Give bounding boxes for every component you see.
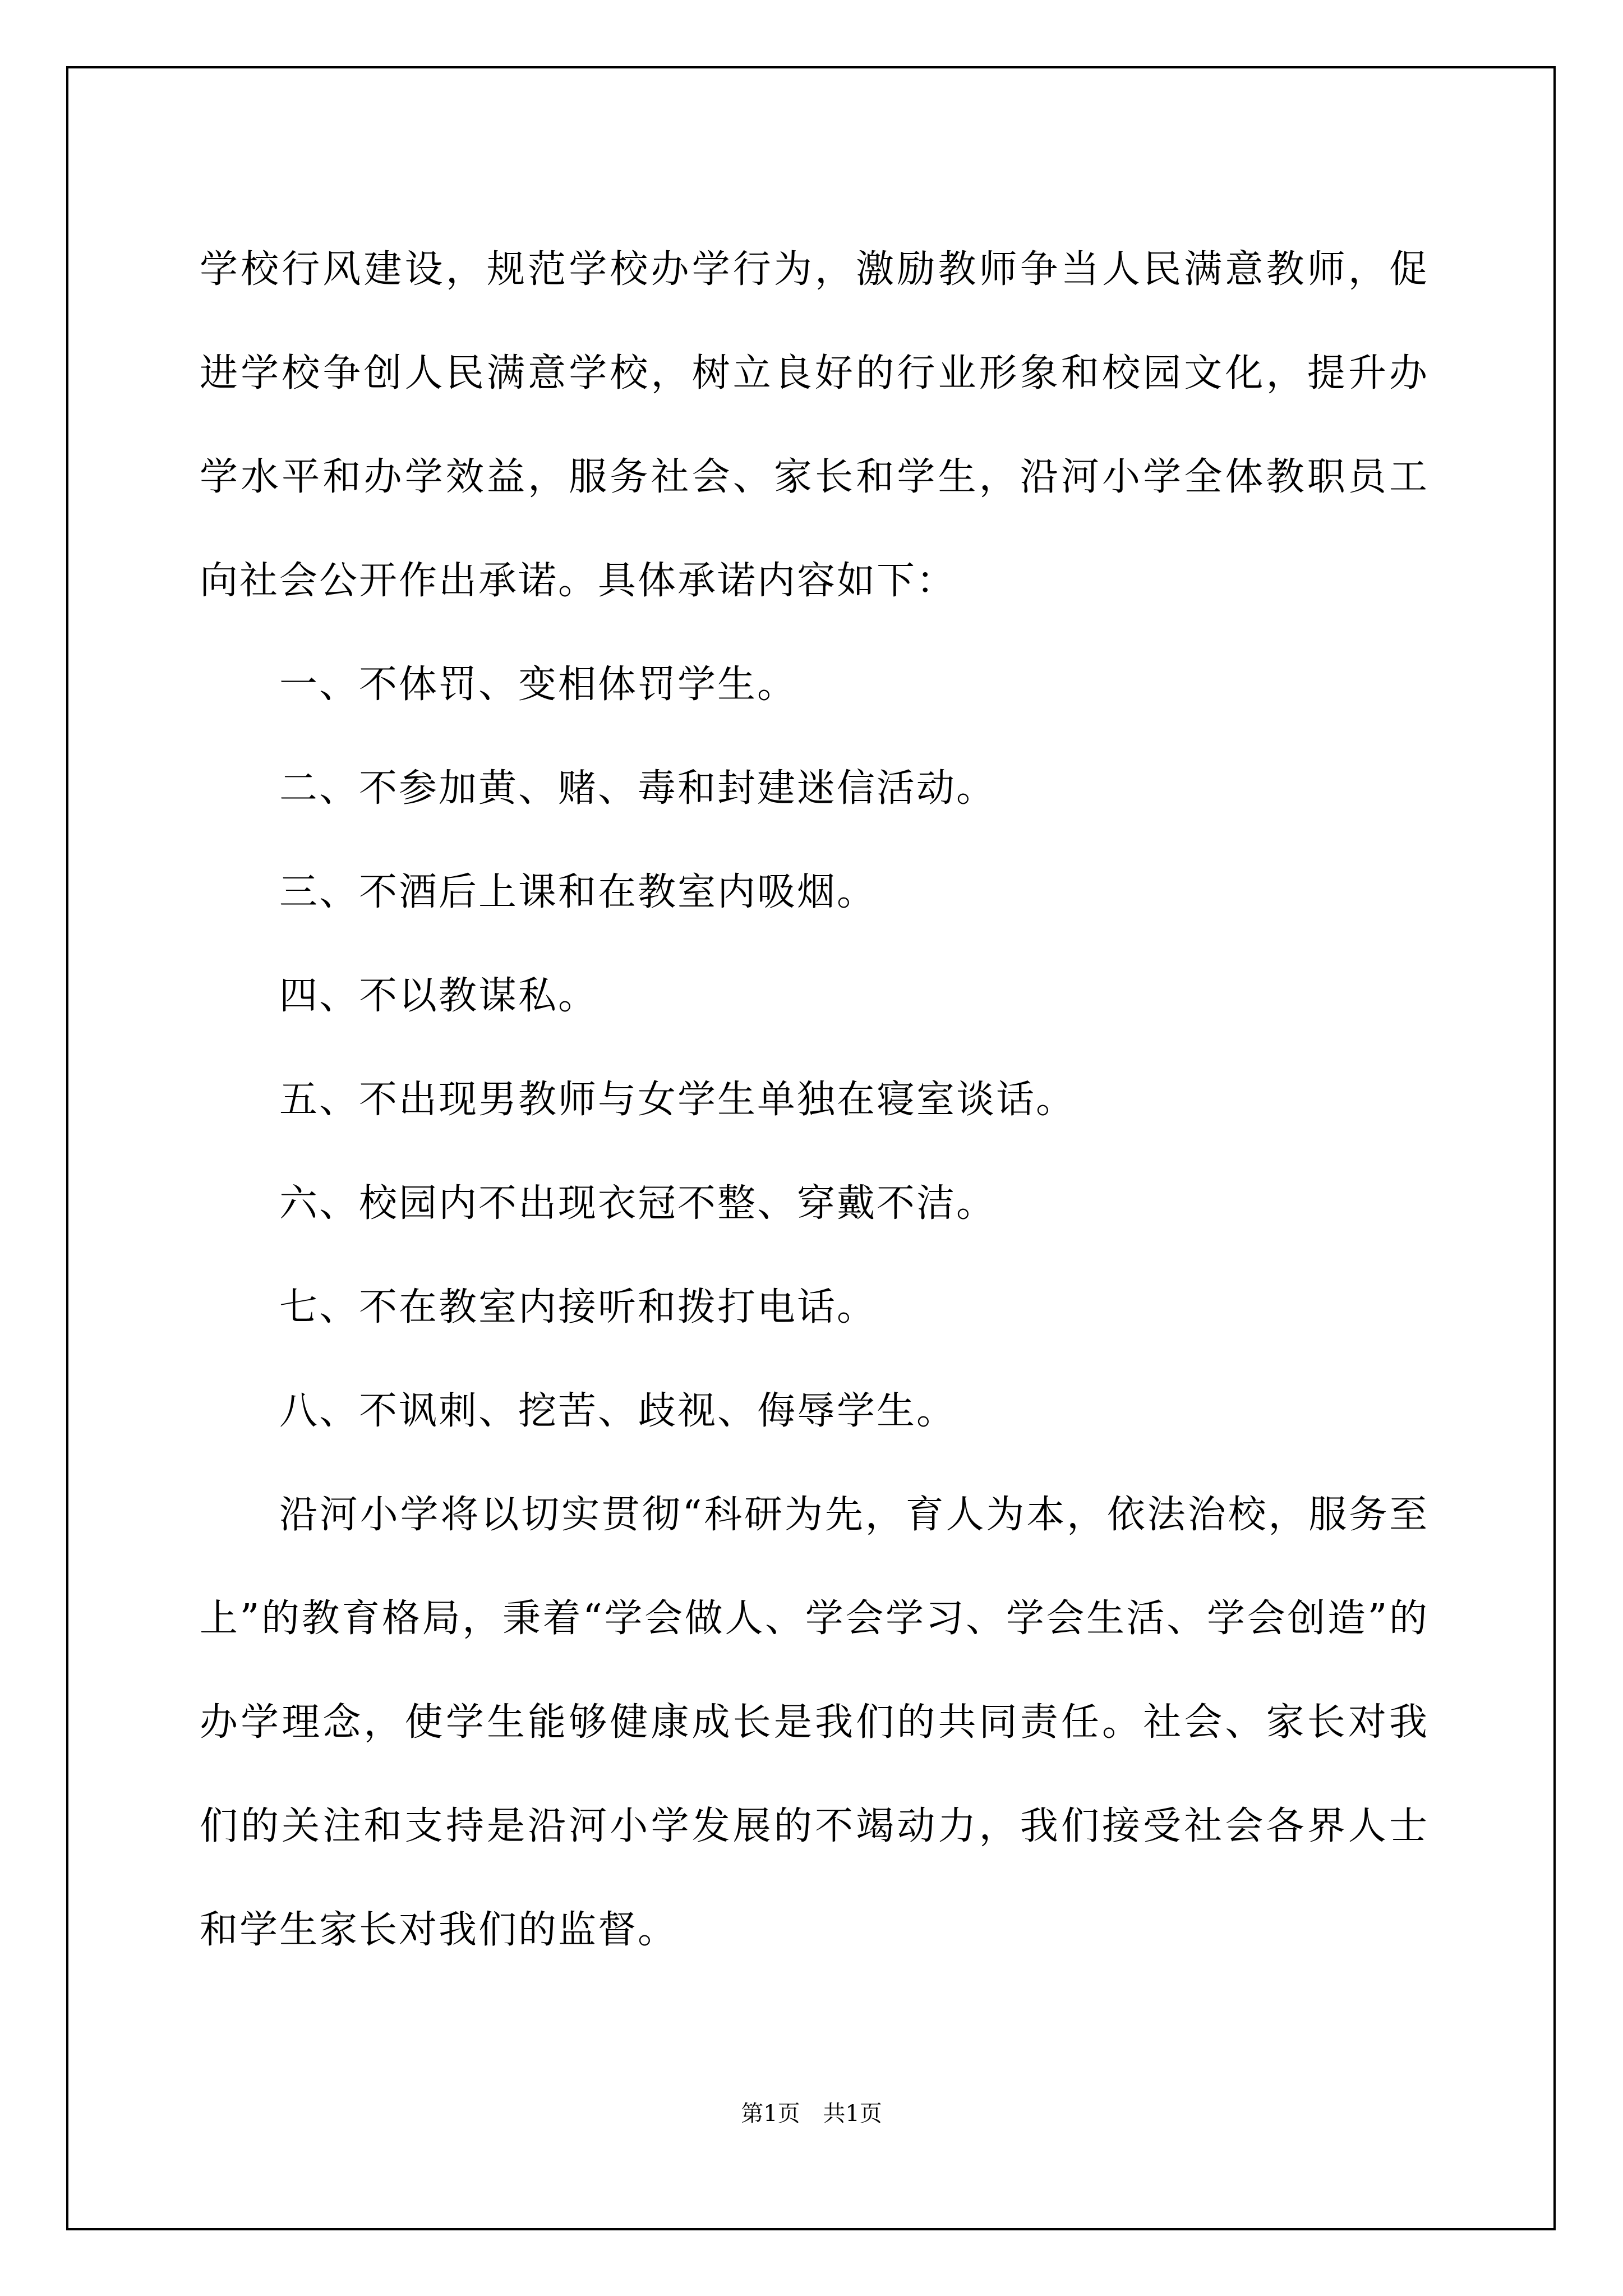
pledge-item-5: 五、不出现男教师与女学生单独在寝室谈话。 (279, 1078, 1076, 1122)
pledge-item-6: 六、校园内不出现衣冠不整、穿戴不洁。 (279, 1181, 997, 1226)
pledge-item-3: 三、不酒后上课和在教室内吸烟。 (279, 870, 877, 914)
page-footer (0, 2096, 1623, 2128)
pledge-item-2: 二、不参加黄、赌、毒和封建迷信活动。 (279, 766, 997, 811)
pledge-item-7: 七、不在教室内接听和拨打电话。 (279, 1285, 877, 1329)
page-number-total: 共1页 (823, 2101, 882, 2127)
page-number-current: 第1页 (741, 2101, 800, 2127)
paragraph-closing: 沿河小学将以切实贯彻“科研为先，育人为本，依法治校，服务至上”的教育格局，秉着“学会做人、学会学习、学会生活、学会创造”的办学理念，使学生能够健康成长是我们的共同责任。社会、家长对我们的关注和支持是沿河小学发展的不竭动力，我们接受社会各界人士和学生家长对我们的监督。 (200, 1493, 1429, 1952)
pledge-item-8: 八、不讽刺、挖苦、歧视、侮辱学生。 (279, 1389, 957, 1433)
pledge-item-4: 四、不以教谋私。 (279, 974, 598, 1018)
paragraph-intro: 学校行风建设，规范学校办学行为，激励教师争当人民满意教师，促进学校争创人民满意学校，树立良好的行业形象和校园文化，提升办学水平和办学效益，服务社会、家长和学生，沿河小学全体教职员工向社会公开作出承诺。具体承诺内容如下： (200, 247, 1429, 603)
document-body (200, 218, 1429, 1982)
pledge-item-1: 一、不体罚、变相体罚学生。 (279, 662, 797, 707)
